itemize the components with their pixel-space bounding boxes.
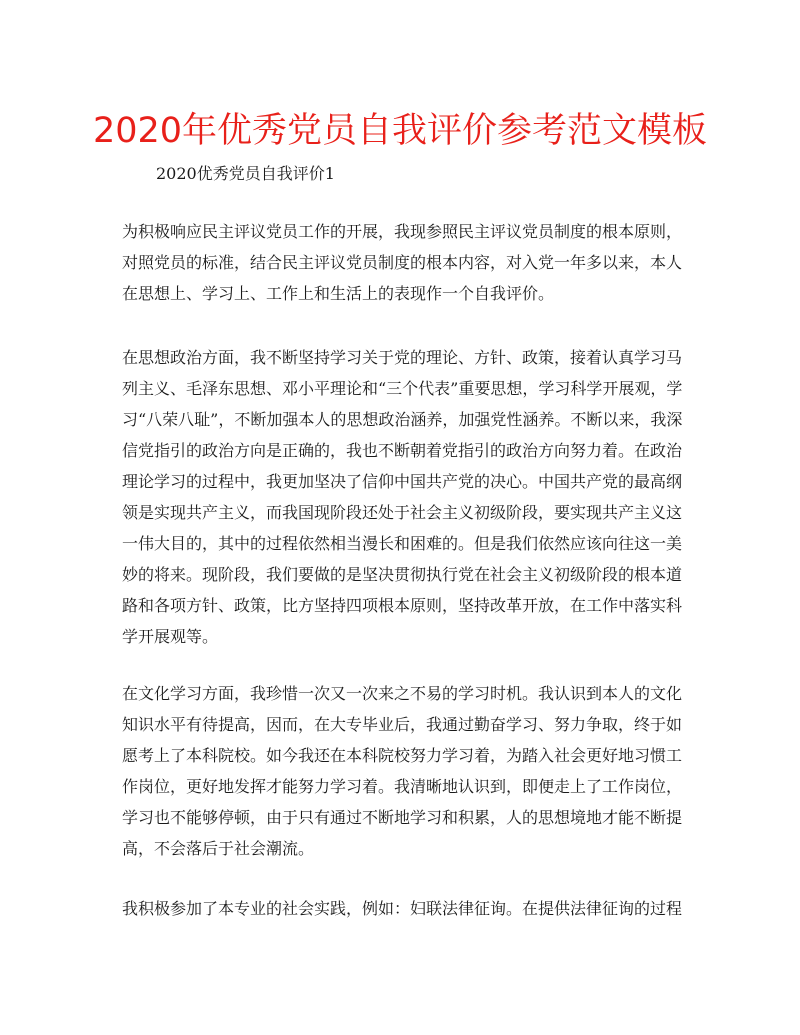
document-title: 2020年优秀党员自我评价参考范文模板 <box>92 111 708 151</box>
paragraph-line: 高，不会落后于社会潮流。 <box>122 839 315 858</box>
paragraph-line: 在思想政治方面，我不断坚持学习关于党的理论、方针、政策，接着认真学习马 <box>122 348 683 367</box>
paragraph-line: 学开展观等。 <box>122 627 219 646</box>
paragraph-3 <box>122 678 682 864</box>
paragraph-line: 学习也不能够停顿，由于只有通过不断地学习和积累，人的思想境地才能不断提 <box>122 808 683 827</box>
paragraph-line: 理论学习的过程中，我更加坚决了信仰中国共产党的决心。中国共产党的最高纲 <box>122 472 683 491</box>
paragraph-line: 愿考上了本科院校。如今我还在本科院校努力学习着，为踏入社会更好地习惯工 <box>122 746 683 765</box>
paragraph-line: 对照党员的标准，结合民主评议党员制度的根本内容，对入党一年多以来，本人 <box>122 253 683 272</box>
document-subtitle: 2020优秀党员自我评价1 <box>156 164 335 183</box>
paragraph-line: 一伟大目的，其中的过程依然相当漫长和困难的。但是我们依然应该向往这一美 <box>122 534 683 553</box>
paragraph-1 <box>122 216 682 309</box>
paragraph-line: 我积极参加了本专业的社会实践，例如：妇联法律征询。在提供法律征询的过程 <box>122 899 683 918</box>
paragraph-line: 知识水平有待提高，因而，在大专毕业后，我通过勤奋学习、努力争取，终于如 <box>122 715 683 734</box>
paragraph-line: 在文化学习方面，我珍惜一次又一次来之不易的学习时机。我认识到本人的文化 <box>122 684 683 703</box>
paragraph-line: 习“八荣八耻”，不断加强本人的思想政治涵养，加强党性涵养。不断以来，我深 <box>122 410 683 429</box>
paragraph-2 <box>122 342 682 652</box>
paragraph-line: 领是实现共产主义，而我国现阶段还处于社会主义初级阶段，要实现共产主义这 <box>122 503 683 522</box>
paragraph-line: 信党指引的政治方向是正确的，我也不断朝着党指引的政治方向努力着。在政治 <box>122 441 683 460</box>
paragraph-line: 路和各项方针、政策，比方坚持四项根本原则，坚持改革开放，在工作中落实科 <box>122 596 683 615</box>
paragraph-line: 为积极响应民主评议党员工作的开展，我现参照民主评议党员制度的根本原则， <box>122 222 683 241</box>
paragraph-line: 列主义、毛泽东思想、邓小平理论和“三个代表”重要思想，学习科学开展观，学 <box>122 379 683 398</box>
paragraph-4 <box>122 893 682 924</box>
paragraph-line: 在思想上、学习上、工作上和生活上的表现作一个自我评价。 <box>122 284 555 303</box>
paragraph-line: 妙的将来。现阶段，我们要做的是坚决贯彻执行党在社会主义初级阶段的根本道 <box>122 565 683 584</box>
paragraph-line: 作岗位，更好地发挥才能努力学习着。我清晰地认识到，即便走上了工作岗位， <box>122 777 683 796</box>
